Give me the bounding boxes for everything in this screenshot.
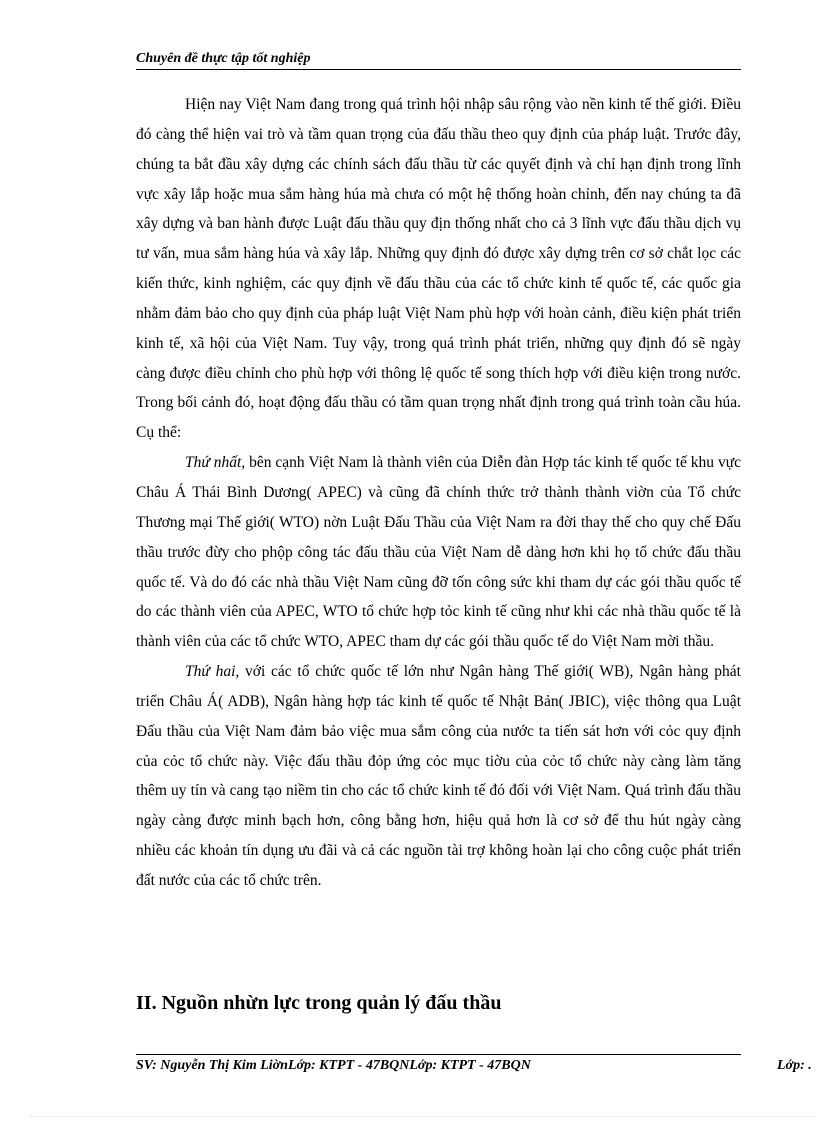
paragraph-intro: Hiện nay Việt Nam đang trong quá trình hội nhập sâu rộng vào nền kinh tế thế giới. Điều đó càng thể hiện vai trò và tầm quan trọng của đấu thầu theo quy định của pháp luật. Trước đây, chúng ta bắt đầu xây dựng các chính sách đấu thầu từ các quyết định và chỉ hạn định trong lĩnh vực xây lắp hoặc mua sắm hàng húa mà chưa có một hệ thống hoàn chỉnh, đến nay chúng ta đã xây dựng và ban hành được Luật đấu thầu quy địn thống nhất cho cả 3 lĩnh vực đấu thầu dịch vụ tư vấn, mua sắm hàng húa và xây lắp. Những quy định đó được xây dựng trên cơ sở chắt lọc các kiến thức, kinh nghiệm, các quy định về đấu thầu của các tổ chức kinh tế quốc tế, các quốc gia nhằm đảm bảo cho quy định của pháp luật Việt Nam phù hợp với hoàn cảnh, điều kiện phát triển kinh tế, xã hội của Việt Nam. Tuy vậy, trong quá trình phát triển, những quy định đó sẽ ngày càng được điều chỉnh cho phù hợp với thông lệ quốc tế song thích hợp với điều kiện trong nước. Trong bối cảnh đó, hoạt động đấu thầu có tầm quan trọng nhất định trong quá trình toàn cầu húa. Cụ thể: (136, 96, 741, 442)
paragraph-second-text: với các tổ chức quốc tế lớn như Ngân hàng Thế giới( WB), Ngân hàng phát triển Châu Á( ADB), Ngân hàng hợp tác kinh tế quốc tế Nhật Bản( JBIC), việc thông qua Luật Đấu thầu của Việt Nam đảm bảo việc mua sắm công của nước ta tiến sát hơn với cỏc quy định của cỏc tổ chức này. Việc đấu thầu đỏp ứng cỏc mục tiờu của cỏc tổ chức này càng làm tăng thêm uy tín và cang tạo niềm tin cho các tổ chức kinh tế đó đối với Việt Nam. Quá trình đấu thầu ngày càng được minh bạch hơn, công bằng hơn, hiệu quả hơn là cơ sở để thu hút ngày càng nhiều các khoản tín dụng ưu đãi và cả các nguồn tài trợ không hoàn lại cho công cuộc phát triển đất nước của các tổ chức trên. (136, 663, 741, 889)
footer-divider (136, 1054, 741, 1055)
footer-student-info: SV: Nguyễn Thị Kim LiờnLớp: KTPT - 47BQNLớp: KTPT - 47BQN (136, 1058, 531, 1073)
page-bottom-edge (30, 1116, 816, 1117)
page-header (136, 49, 741, 70)
footer-class-label: Lớp: . (777, 1058, 812, 1073)
paragraph-first-text: bên cạnh Việt Nam là thành viên của Diễn đàn Hợp tác kinh tế quốc tế khu vực Châu Á Thái Bình Dương( APEC) và cũng đã chính thức trở thành thành viờn của Tổ chức Thương mại Thế giới( WTO) nờn Luật Đấu Thầu của Việt Nam ra đời thay thế cho quy chế Đấu thầu trước đừy cho phộp công tác đấu thầu của Việt Nam dễ dàng hơn khi họ tổ chức đấu thầu quốc tế. Và do đó các nhà thầu Việt Nam cũng đỡ tốn công sức khi tham dự các gói thầu quốc tế do các thành viên của APEC, WTO tổ chức hợp tỏc kinh tế cũng như khi các nhà thầu quốc tế là thành viên của các tổ chức WTO, APEC tham dự các gói thầu quốc tế do Việt Nam mời thầu. (136, 454, 741, 651)
document-body (136, 90, 741, 896)
page-footer (136, 1056, 816, 1076)
paragraph-second-point (136, 657, 741, 896)
header-title: Chuyên đề thực tập tốt nghiệp (136, 51, 311, 66)
paragraph-first-point (136, 448, 741, 657)
paragraph-first-lead: Thứ nhất, (185, 454, 246, 472)
paragraph-second-lead: Thứ hai, (185, 663, 240, 681)
section-heading: II. Nguồn nhừn lực trong quản lý đấu thầu (136, 992, 502, 1014)
